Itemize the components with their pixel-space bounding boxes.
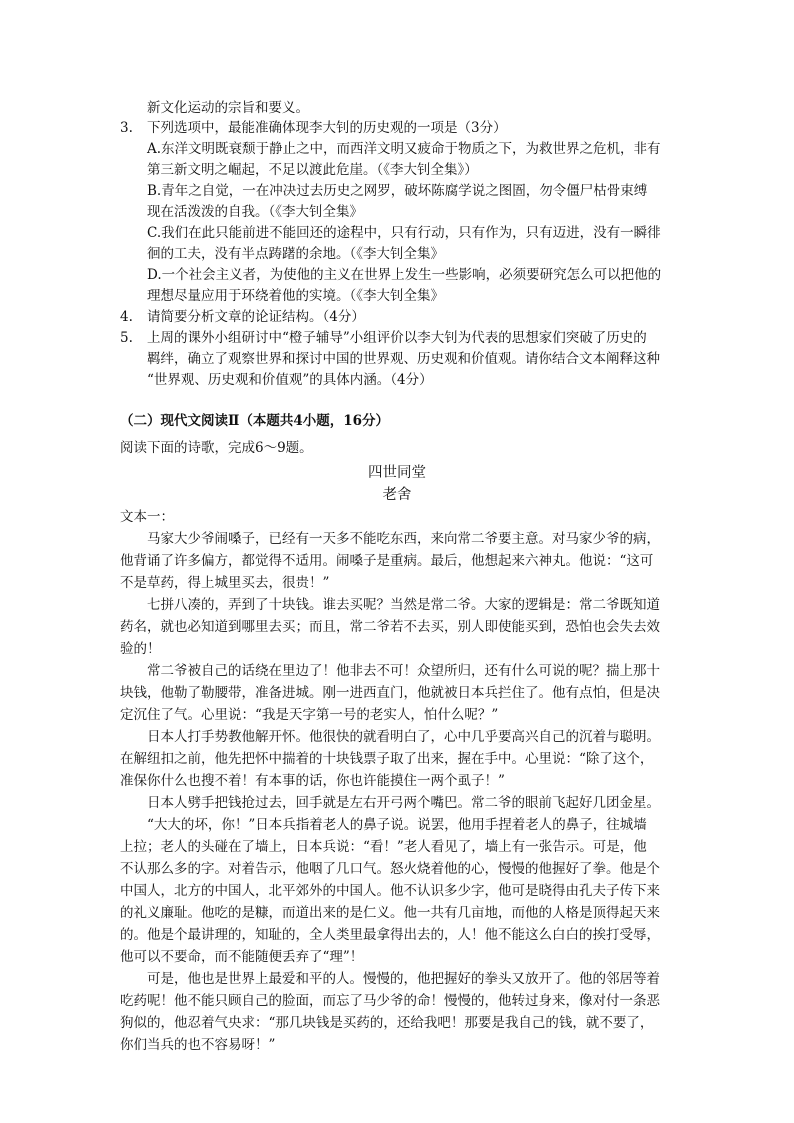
passage-line: 的礼义廉耻。他吃的是糠，而道出来的是仁义。他一共有几亩地，而他的人格是顶得起天来: [120, 905, 660, 921]
passage-line: 上拉；老人的头碰在了墙上，日本兵说：“看！”老人看见了，墙上有一张告示。可是，他: [120, 839, 647, 855]
passage-line: 吃药呢！他不能只顾自己的脸面，而忘了马少爷的命！慢慢的，他转过身来，像对付一条恶: [120, 993, 660, 1009]
passage-line: 定沉住了气。心里说：“我是天字第一号的老实人，怕什么呢？”: [120, 707, 499, 723]
passage-line: “大大的坏，你！”日本兵指着老人的鼻子说。说罢，他用手捏着老人的鼻子，往城墙: [147, 817, 647, 833]
q5-line2: 羁绊，确立了观察世界和探讨中国的世界观、历史观和价值观。请你结合文本阐释这种: [147, 351, 660, 367]
passage-line: 不认那么多的字。对着告示，他咽了几口气。怒火烧着他的心，慢慢的他握好了拳。他是个: [120, 861, 660, 877]
passage-line: 的。他是个最讲理的，知耻的，全人类里最拿得出去的，人！他不能这么白白的挨打受辱，: [120, 927, 660, 943]
passage-line: 可是，他也是世界上最爱和平的人。慢慢的，他把握好的拳头又放开了。他的邻居等着: [147, 971, 660, 987]
passage-title: 四世同堂: [368, 465, 426, 481]
q4-number: 4.: [120, 309, 133, 325]
passage-line: 日本人劈手把钱抢过去，回手就是左右开弓两个嘴巴。常二爷的眼前飞起好几团金星。: [147, 795, 660, 811]
passage-line: 他可以不要命，而不能随便丢弃了“理”！: [120, 949, 364, 965]
q2-tail: 新文化运动的宗旨和要义。: [147, 100, 309, 116]
q3-option-b-line1: B.青年之自觉，一在冲决过去历史之网罗，破坏陈腐学说之图圄，勿令僵尸枯骨束缚: [147, 183, 648, 199]
q5-line3: “世界观、历史观和价值观”的具体内涵。（4分）: [147, 372, 433, 388]
passage-line: 你们当兵的也不容易呀！”: [120, 1037, 276, 1053]
passage-line: 马家大少爷闹嗓子，已经有一天多不能吃东西，来向常二爷要主意。对马家少爷的病，: [147, 531, 660, 547]
q3-option-a-line2: 第三新文明之崛起，不足以渡此危崖。（《李大钊全集》）: [147, 162, 478, 178]
passage-line: 准保你什么也搜不着！有本事的话，你也许能摸住一两个虱子！”: [120, 773, 505, 789]
q3-option-d-line2: 理想尽量应用于环绕着他的实境。（《李大钊全集》: [147, 288, 444, 304]
passage-line: 块钱，他勒了勒腰带，准备进城。刚一进西直门，他就被日本兵拦住了。他有点怕，但是决: [120, 685, 660, 701]
text-label: 文本一：: [120, 509, 174, 525]
passage-line: 中国人，北方的中国人，北平郊外的中国人。他不认识多少字，他可是晓得由孔夫子传下来: [120, 883, 660, 899]
passage-line: 药名，就也必知道到哪里去买；而且，常二爷若不去买，别人即使能买到，恐怕也会失去效: [120, 619, 660, 635]
section-heading: （二）现代文阅读Ⅱ（本题共4小题，16分）: [120, 413, 390, 429]
q3-stem: 下列选项中，最能准确体现李大钊的历史观的一项是（3分）: [147, 120, 507, 136]
q3-option-c-line1: C.我们在此只能前进不能回还的途程中，只有行动，只有作为，只有迈进，没有一瞬徘: [147, 225, 661, 241]
reading-instruction: 阅读下面的诗歌，完成6～9题。: [120, 440, 313, 456]
q3-option-a-line1: A.东洋文明既衰颓于静止之中，而西洋文明又疲命于物质之下，为救世界之危机，非有: [147, 141, 661, 157]
passage-line: 日本人打手势教他解开怀。他很快的就看明白了，心中几乎要高兴自己的沉着与聪明。: [147, 729, 660, 745]
q3-option-d-line1: D.一个社会主义者，为使他的主义在世界上发生一些影响，必须要研究怎么可以把他的: [147, 267, 662, 283]
q5-line1: 上周的课外小组研讨中“橙子辅导”小组评价以李大钊为代表的思想家们突破了历史的: [147, 330, 647, 346]
q3-number: 3.: [120, 120, 133, 136]
q3-option-c-line2: 徊的工夫，没有半点踌躇的余地。（《李大钊全集》: [147, 246, 444, 262]
q5-number: 5.: [120, 330, 133, 346]
passage-line: 在解纽扣之前，他先把怀中揣着的十块钱票子取了出来，握在手中。心里说：“除了这个，: [120, 751, 654, 767]
passage-line: 狗似的，他忍着气央求：“那几块钱是买药的，还给我吧！那要是我自己的钱，就不要了，: [120, 1015, 654, 1031]
passage-line: 验的！: [120, 641, 161, 657]
passage-author: 老舍: [382, 487, 412, 503]
passage-line: 常二爷被自己的话绕在里边了！他非去不可！众望所归，还有什么可说的呢？揣上那十: [147, 663, 660, 679]
q3-option-b-line2: 现在活泼泼的自我。（《李大钊全集》: [147, 204, 363, 220]
passage-line: 七拼八凑的，弄到了十块钱。谁去买呢？当然是常二爷。大家的逻辑是：常二爷既知道: [147, 597, 660, 613]
passage-line: 不是草药，得上城里买去，很贵！”: [120, 575, 330, 591]
q4-text: 请简要分析文章的论证结构。（4分）: [147, 309, 365, 325]
passage-line: 他背诵了许多偏方，都觉得不适用。闹嗓子是重病。最后，他想起来六神丸。他说：“这可: [120, 553, 654, 569]
